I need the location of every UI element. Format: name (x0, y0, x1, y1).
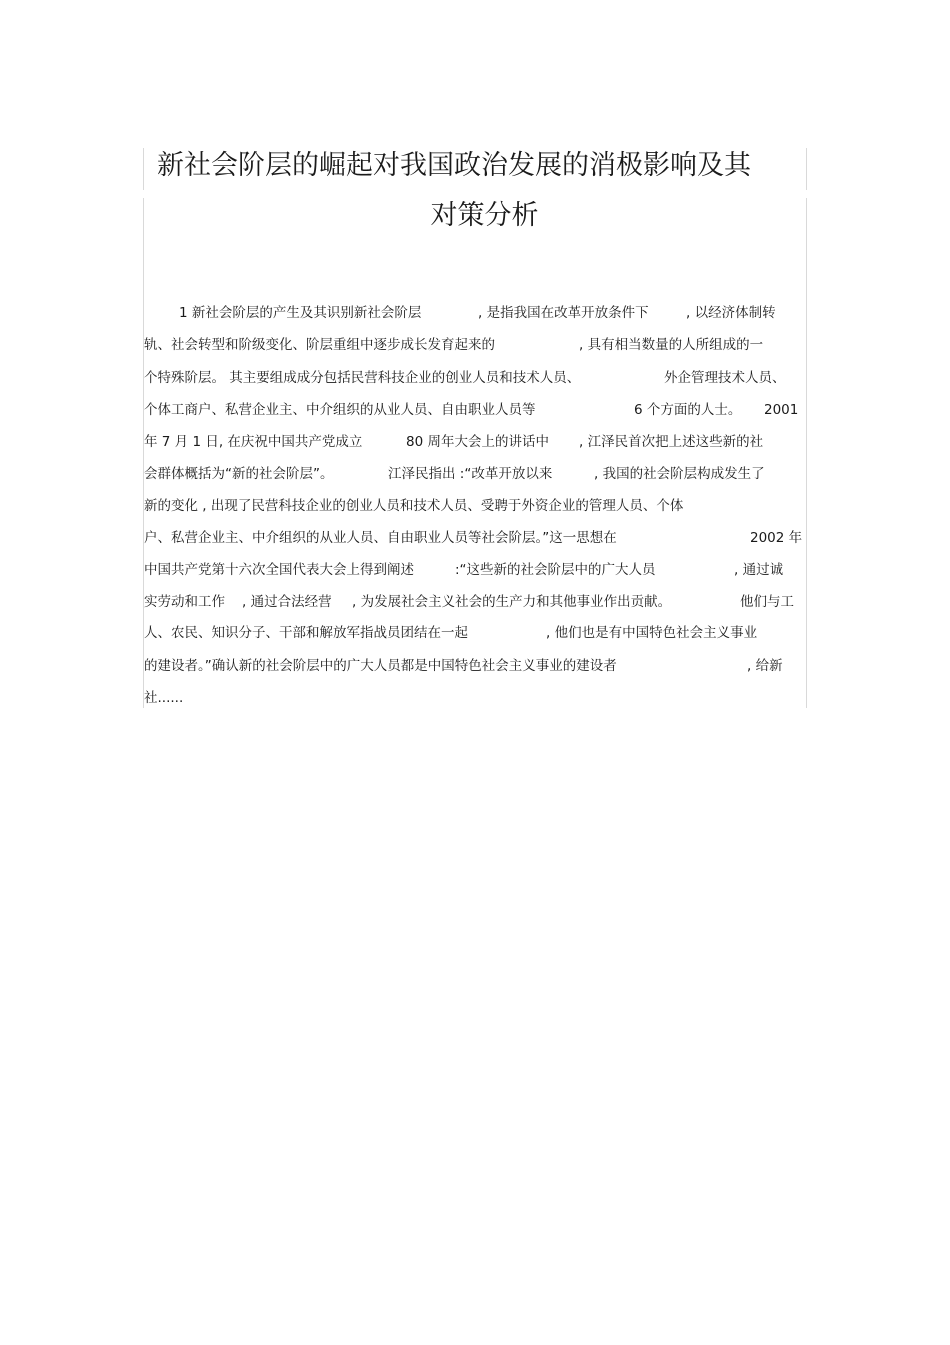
body-text-segment: , 通过合法经营 (242, 594, 332, 610)
body-line (144, 592, 806, 612)
document-title-line-1: 新社会阶层的崛起对我国政治发展的消极影响及其 (157, 150, 751, 181)
right-margin-rule (806, 198, 807, 708)
body-text-segment: 中国共产党第十六次全国代表大会上得到阐述 (144, 562, 414, 578)
body-text-segment: 他们与工 (740, 594, 794, 610)
body-text-segment: 轨、社会转型和阶级变化、阶层重组中逐步成长发育起来的 (144, 337, 495, 353)
body-text-segment: 80 周年大会上的讲话中 (406, 434, 549, 450)
body-text-segment: 会群体概括为“新的社会阶层”。 (144, 466, 334, 482)
body-line (144, 464, 806, 484)
body-text-segment: 社...... (144, 690, 184, 706)
body-text-segment: , 为发展社会主义社会的生产力和其他事业作出贡献。 (352, 594, 672, 610)
body-text-segment: , 他们也是有中国特色社会主义事业 (546, 625, 758, 641)
body-text-segment: 年 7 月 1 日, 在庆祝中国共产党成立 (144, 434, 363, 450)
body-text-segment: 个体工商户、私营企业主、中介组织的从业人员、自由职业人员等 (144, 402, 536, 418)
body-text-segment: 新的变化 , 出现了民营科技企业的创业人员和技术人员、受聘于外资企业的管理人员、个体 (144, 498, 684, 514)
body-line (144, 496, 806, 516)
body-line (144, 368, 806, 388)
body-line (144, 335, 806, 355)
body-line (144, 623, 806, 643)
body-text-segment: 江泽民指出 :“改革开放以来 (388, 466, 553, 482)
body-line (144, 560, 806, 580)
body-line (144, 432, 806, 452)
body-text-segment: :“这些新的社会阶层中的广大人员 (455, 562, 656, 578)
body-text-segment: , 具有相当数量的人所组成的一 (579, 337, 764, 353)
document-title-line-2: 对策分析 (430, 200, 539, 231)
body-text-segment: 人、农民、知识分子、干部和解放军指战员团结在一起 (144, 625, 468, 641)
body-text-segment: 2001 (764, 402, 799, 418)
body-line (144, 400, 806, 420)
body-text-segment: 1 新社会阶层的产生及其识别新社会阶层 (179, 305, 422, 321)
body-text-segment: 外企管理技术人员、 (664, 370, 786, 386)
body-text-segment: , 通过诚 (734, 562, 784, 578)
body-text-segment: 的建设者。”确认新的社会阶层中的广大人员都是中国特色社会主义事业的建设者 (144, 658, 617, 674)
body-text-segment: 户、私营企业主、中介组织的从业人员、自由职业人员等社会阶层。”这一思想在 (144, 530, 617, 546)
body-line (144, 303, 806, 323)
body-text-segment: , 是指我国在改革开放条件下 (478, 305, 649, 321)
body-text-segment: 2002 年 (750, 530, 803, 546)
body-text-segment: 实劳动和工作 (144, 594, 225, 610)
body-text-segment: , 我国的社会阶层构成发生了 (594, 466, 765, 482)
body-text-segment: , 给新 (747, 658, 783, 674)
body-text-segment: 6 个方面的人士。 (634, 402, 742, 418)
right-margin-rule (806, 148, 807, 190)
body-text-segment: , 江泽民首次把上述这些新的社 (579, 434, 764, 450)
body-text-segment: , 以经济体制转 (686, 305, 776, 321)
body-line (144, 528, 806, 548)
body-text-segment: 个特殊阶层。 其主要组成成分包括民营科技企业的创业人员和技术人员、 (144, 370, 581, 386)
body-line (144, 688, 806, 708)
body-line (144, 656, 806, 676)
